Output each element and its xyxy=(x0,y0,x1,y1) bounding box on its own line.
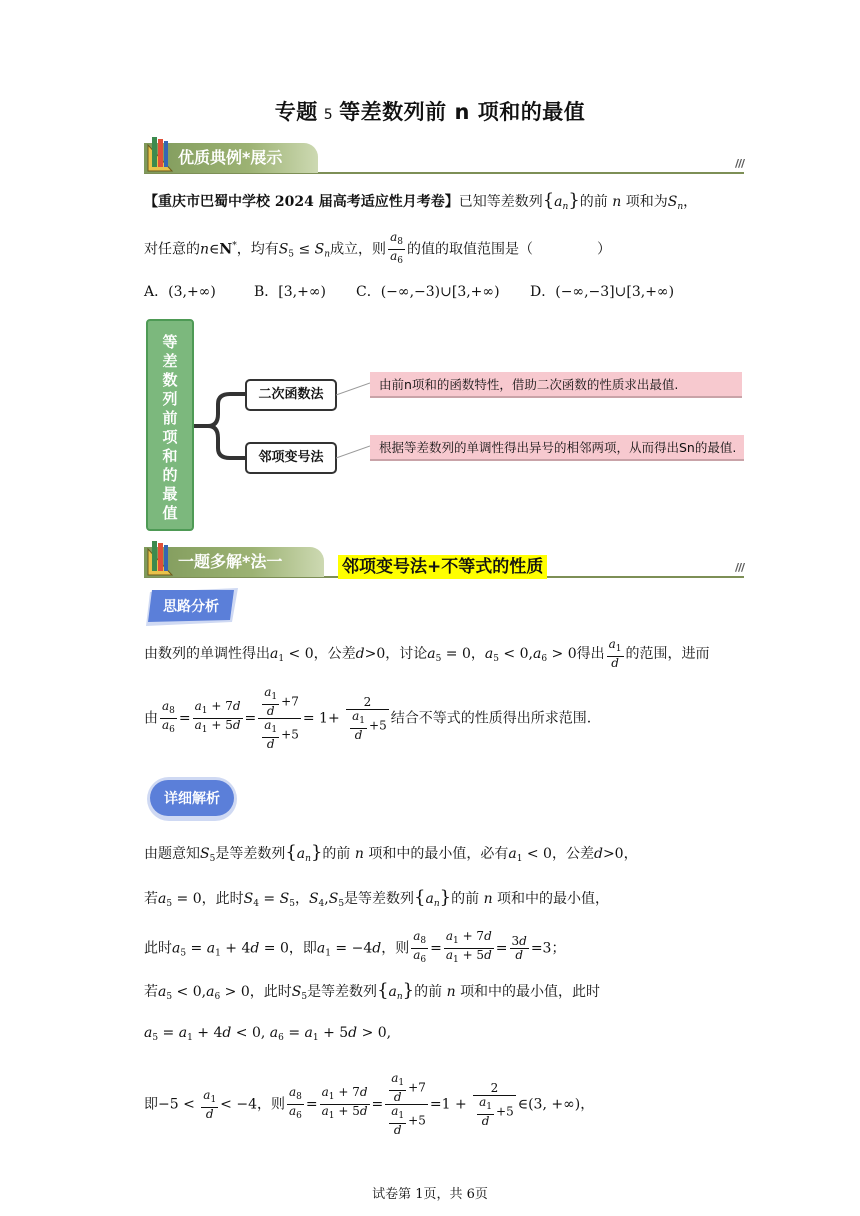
detail-line-4: 若$a_5 < 0,a_6 > 0$，此时$S_5$是等差数列$\{a_n\}$的前 n 项和中的最小值，此时 xyxy=(144,980,601,1002)
mindmap-note-sign-change: 根据等差数列的单调性得出异号的相邻两项，从而得出Sn的最值. xyxy=(370,435,744,461)
problem-line-1: 【重庆市巴蜀中学校 2024 届高考适应性月考卷】已知等差数列$\{a_n\}$的前 n 项和为$S_n$， xyxy=(144,190,698,212)
option-b[interactable]: B．[3,+∞) xyxy=(254,284,326,300)
problem-line-2: 对任意的n∈N*，均有$S_5 \le S_n$成立，则 $\frac{a_8}{a_6}$ 的值的取值范围是（ ） xyxy=(144,230,611,266)
mindmap-node-quadratic: 二次函数法 xyxy=(245,379,337,411)
page-footer: 试卷第 1页，共 6页 xyxy=(372,1187,488,1202)
section-banner-examples xyxy=(144,138,744,178)
detail-line-5: $a_5 = a_1 + 4d < 0$, $a_6 = a_1 + 5d > 0$, xyxy=(144,1025,392,1043)
method-highlight: 邻项变号法+不等式的性质 xyxy=(338,552,547,577)
option-d[interactable]: D．(−∞,−3]∪[3,+∞) xyxy=(530,284,675,300)
analysis-line-2: 由 $\frac{a_8}{a_6}$ = $\frac{a_1 + 7d}{a_1 + 5d}$ = $\frac{a_1}{d}$ +7 $\frac{a_1}{d}$ +5 = 1+ 2 $\frac{a_1}{d}$ +5 结合不等式的性质得出所求范围. xyxy=(144,685,592,751)
pill-detail: 详细解析 xyxy=(164,791,220,807)
banner-label: 一题多解*法一 xyxy=(144,547,324,577)
ruler-book-icon xyxy=(146,539,176,577)
mindmap-note-quadratic: 由前n项和的函数特性，借助二次函数的性质求出最值. xyxy=(370,372,742,398)
option-c[interactable]: C．(−∞,−3)∪[3,+∞) xyxy=(356,284,500,300)
banner-slashes: /// xyxy=(734,561,744,574)
mindmap-root: 等 差 数 列 前 项 和 的 最 值 xyxy=(146,319,194,531)
detail-line-1: 由题意知$S_5$是等差数列$\{a_n\}$的前 n 项和中的最小值，必有$a_1 < 0$，公差d>0， xyxy=(144,842,638,864)
detail-line-2: 若$a_5 = 0$，此时$S_4 = S_5$，$S_4,S_5$是等差数列$\{a_n\}$的前 n 项和中的最小值， xyxy=(144,887,610,909)
ruler-book-icon xyxy=(146,135,176,173)
analysis-line-1: 由数列的单调性得出$a_1 < 0$，公差d>0，讨论$a_5 = 0$，$a_5 < 0,a_6 > 0$得出 $\frac{a_1}{d}$ 的范围，进而 xyxy=(144,637,710,670)
page-title: 专题 5 等差数列前 n 项和的最值 xyxy=(274,100,586,124)
detail-line-3: 此时$a_5 = a_1 + 4d = 0$，即$a_1 = -4d$，则 $\frac{a_8}{a_6}$ = $\frac{a_1 + 7d}{a_1 + 5d}$ = $\frac{3d}{d}$ =3； xyxy=(144,929,566,965)
banner-slashes: /// xyxy=(734,157,744,170)
mindmap-note-links xyxy=(336,380,370,460)
detail-line-6: 即−5 < $\frac{a_1}{d}$ < −4，则 $\frac{a_8}{a_6}$ = $\frac{a_1 + 7d}{a_1 + 5d}$ = $\frac{a_1}{d}$ +7 $\frac{a_1}{d}$ +5 =1 + 2 $\frac{a_1}{d}$ +5 ∈(3, +∞)， xyxy=(144,1071,595,1137)
problem-source: 【重庆市巴蜀中学校 2024 届高考适应性月考卷】 xyxy=(144,194,459,210)
mindmap-node-sign-change: 邻项变号法 xyxy=(245,442,337,474)
pill-analysis: 思路分析 xyxy=(163,599,219,615)
option-a[interactable]: A．(3,+∞) xyxy=(144,284,216,300)
banner-label: 优质典例*展示 xyxy=(144,143,318,173)
